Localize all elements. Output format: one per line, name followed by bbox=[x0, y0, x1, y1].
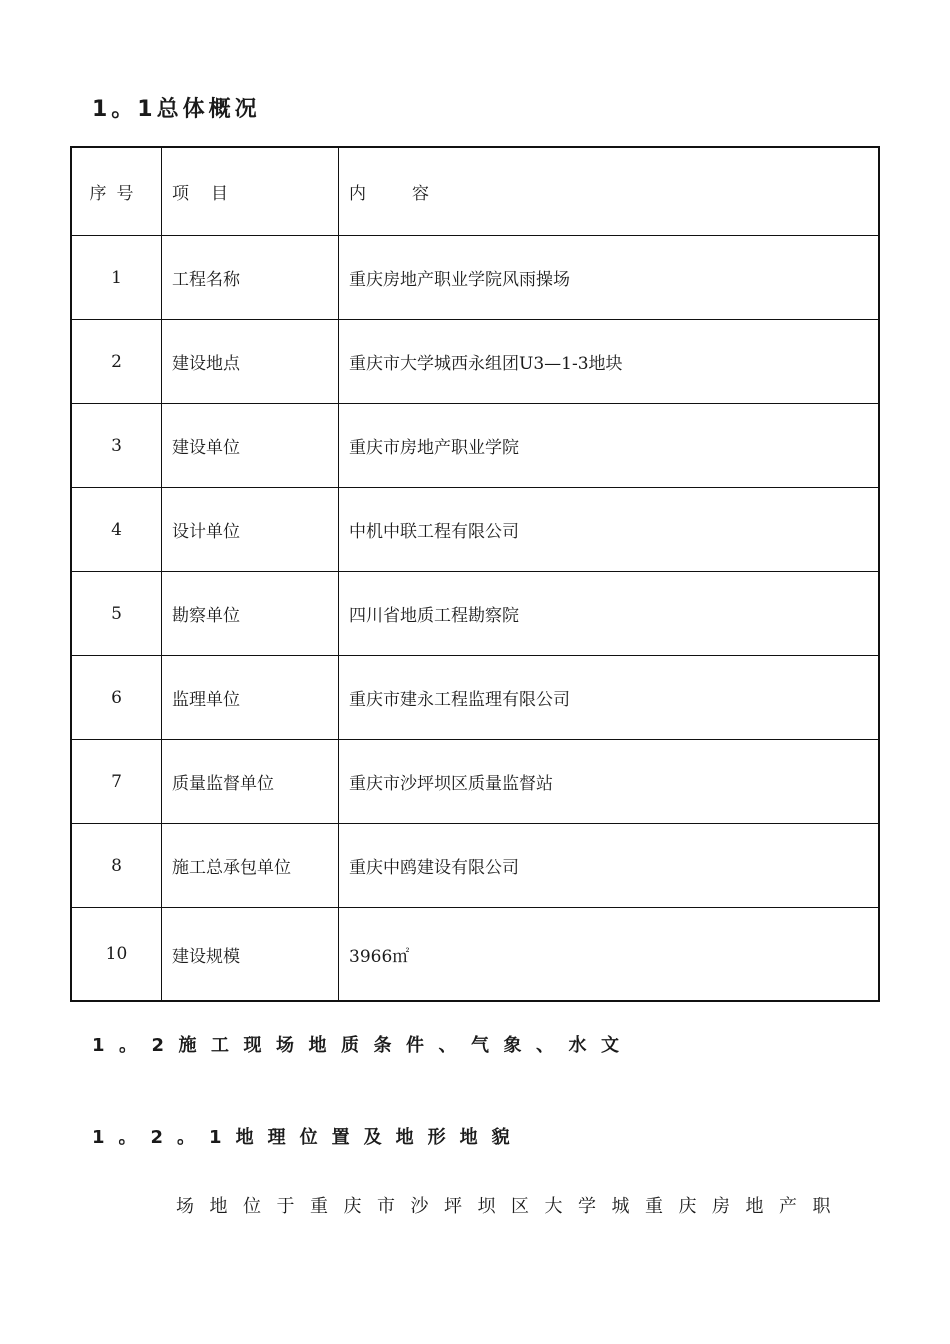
body-paragraph: 场地位于重庆市沙坪坝区大学城重庆房地产职 bbox=[176, 1196, 846, 1217]
header-item: 项目 bbox=[162, 147, 339, 236]
row-item: 建设单位 bbox=[162, 404, 339, 488]
table-row bbox=[71, 404, 879, 488]
row-item: 工程名称 bbox=[162, 236, 339, 320]
section-heading-1-2: 1。2施工现场地质条件、气象、水文 bbox=[92, 1035, 634, 1056]
row-item: 监理单位 bbox=[162, 656, 339, 740]
table-row bbox=[71, 320, 879, 404]
table-row bbox=[71, 740, 879, 824]
row-item: 勘察单位 bbox=[162, 572, 339, 656]
row-content: 重庆市房地产职业学院 bbox=[339, 404, 880, 488]
row-content: 重庆市沙坪坝区质量监督站 bbox=[339, 740, 880, 824]
table-row bbox=[71, 572, 879, 656]
section-heading-1-1: 1。1总体概况 bbox=[92, 97, 261, 122]
table-row bbox=[71, 908, 879, 1002]
row-content: 四川省地质工程勘察院 bbox=[339, 572, 880, 656]
row-num: 2 bbox=[71, 320, 162, 404]
project-overview-table bbox=[70, 146, 880, 1002]
table-row bbox=[71, 824, 879, 908]
table-row bbox=[71, 488, 879, 572]
row-num: 1 bbox=[71, 236, 162, 320]
row-num: 6 bbox=[71, 656, 162, 740]
header-content: 内容 bbox=[339, 147, 880, 236]
section-heading-1-2-1: 1。2。1地理位置及地形地貌 bbox=[92, 1127, 524, 1148]
row-item: 施工总承包单位 bbox=[162, 824, 339, 908]
row-content: 重庆市大学城西永组团U3—1-3地块 bbox=[339, 320, 880, 404]
row-item: 建设地点 bbox=[162, 320, 339, 404]
row-item: 建设规模 bbox=[162, 908, 339, 1002]
row-num: 3 bbox=[71, 404, 162, 488]
row-item: 设计单位 bbox=[162, 488, 339, 572]
table-row bbox=[71, 236, 879, 320]
row-content: 3966㎡ bbox=[339, 908, 880, 1002]
row-num: 7 bbox=[71, 740, 162, 824]
row-num: 8 bbox=[71, 824, 162, 908]
row-content: 重庆市建永工程监理有限公司 bbox=[339, 656, 880, 740]
row-content: 重庆中鸥建设有限公司 bbox=[339, 824, 880, 908]
row-num: 5 bbox=[71, 572, 162, 656]
table-header-row bbox=[71, 147, 879, 236]
row-content: 重庆房地产职业学院风雨操场 bbox=[339, 236, 880, 320]
row-item: 质量监督单位 bbox=[162, 740, 339, 824]
header-num: 序号 bbox=[71, 147, 162, 236]
row-num: 4 bbox=[71, 488, 162, 572]
row-content: 中机中联工程有限公司 bbox=[339, 488, 880, 572]
row-num: 10 bbox=[71, 908, 162, 1002]
table-row bbox=[71, 656, 879, 740]
